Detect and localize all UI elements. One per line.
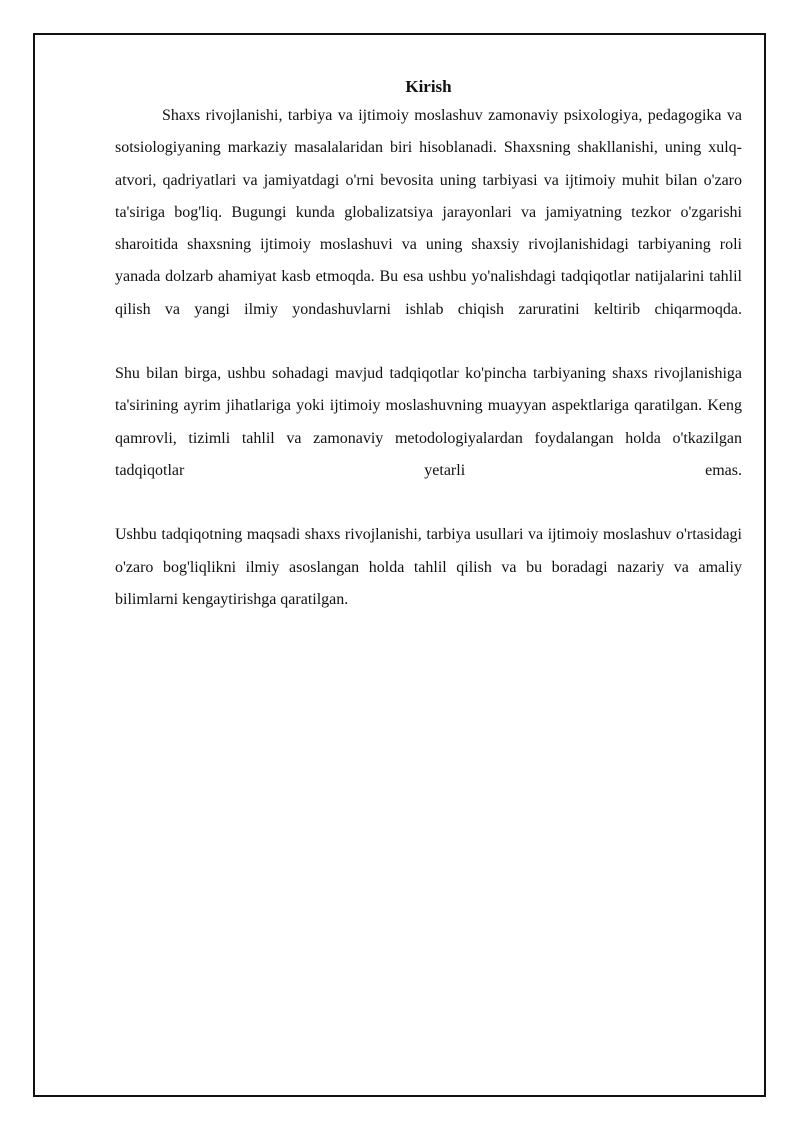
paragraph-research-goal: Ushbu tadqiqotning maqsadi shaxs rivojlanishi, tarbiya usullari va ijtimoiy moslashuv o'rtasidagi o'zaro bog'liqlikni ilmiy asoslangan holda tahlil qilish va bu boradagi nazariy va amaliy bilimlarni kengaytirishga qaratilgan.: [115, 526, 742, 608]
paragraph-spacer: [115, 487, 742, 519]
paragraph-existing-research: Shu bilan birga, ushbu sohadagi mavjud tadqiqotlar ko'pincha tarbiyaning shaxs rivojlanishiga ta'sirining ayrim jihatlariga yoki ijtimoiy moslashuvning muayyan aspektlariga qaratilgan. Keng qamrovli, tizimli tahlil va zamonaviy metodologiyalardan foydalangan holda o'tkazilgan tadqiqotlar yetarli emas.: [115, 365, 742, 479]
document-body: [115, 74, 742, 616]
document-title: Kirish: [405, 77, 452, 96]
paragraph-intro: Shaxs rivojlanishi, tarbiya va ijtimoiy moslashuv zamonaviy psixologiya, pedagogika va sotsiologiyaning markaziy masalalaridan biri hisoblanadi. Shaxsning shakllanishi, uning xulq-atvori, qadriyatlari va jamiyatdagi o'rni bevosita uning tarbiyasi va ijtimoiy muhit bilan o'zaro ta'siriga bog'liq. Bugungi kunda globalizatsiya jarayonlari va jamiyatning tezkor o'zgarishi sharoitida shaxsning ijtimoiy moslashuvi va uning shaxsiy rivojlanishidagi tarbiyaning roli yanada dolzarb ahamiyat kasb etmoqda. Bu esa ushbu yo'nalishdagi tadqiqotlar natijalarini tahlil qilish va yangi ilmiy yondashuvlarni ishlab chiqish zaruratini keltirib chiqarmoqda.: [115, 107, 742, 318]
paragraph-spacer: [115, 326, 742, 358]
